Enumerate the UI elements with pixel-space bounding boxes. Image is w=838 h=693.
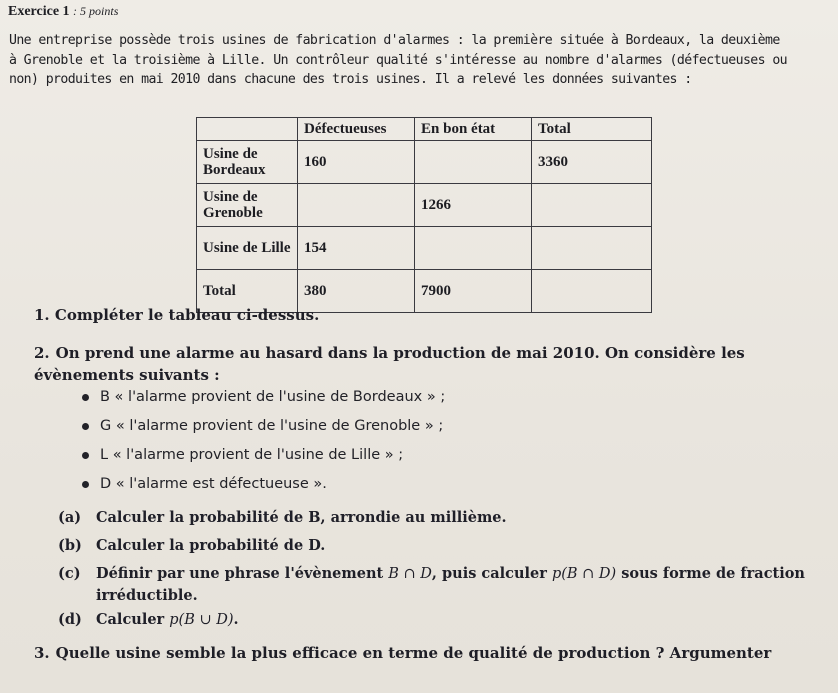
- list-item: [82, 445, 445, 474]
- cell-total: [532, 184, 652, 227]
- events-list: [82, 387, 445, 503]
- math-expression: B ∩ D: [388, 566, 432, 582]
- table-header-defectueuses: Défectueuses: [298, 118, 415, 141]
- list-item: [82, 474, 445, 503]
- exercise-points: : 5 points: [73, 4, 119, 18]
- table-header-total: Total: [532, 118, 652, 141]
- sub-question-a: [58, 509, 507, 526]
- sub-question-text: Calculer la probabilité de B, arrondie au millième.: [96, 509, 507, 526]
- sub-question-text: Calculer la probabilité de D.: [96, 537, 326, 554]
- row-label: Usine de Grenoble: [197, 184, 298, 227]
- event-text: G « l'alarme provient de l'usine de Grenoble » ;: [100, 418, 444, 434]
- cell-defectueuses: 380: [298, 270, 415, 313]
- table-row: [197, 141, 652, 184]
- event-text: B « l'alarme provient de l'usine de Bordeaux » ;: [100, 389, 446, 405]
- data-table: [196, 117, 652, 313]
- intro-line: à Grenoble et la troisième à Lille. Un contrôleur qualité s'intéresse au nombre d'alarmes (défectueuses ou: [9, 52, 787, 68]
- exercise-title: [8, 4, 118, 20]
- sub-question-text: , puis calculer: [431, 565, 552, 582]
- sub-question-tag: (c): [58, 565, 81, 582]
- event-text: L « l'alarme provient de l'usine de Lille » ;: [100, 447, 404, 463]
- table-row: [197, 184, 652, 227]
- intro-line: Une entreprise possède trois usines de fabrication d'alarmes : la première située à Bordeaux, la deuxième: [9, 33, 780, 48]
- cell-bon-etat: [415, 141, 532, 184]
- cell-total: [532, 270, 652, 313]
- cell-bon-etat: 7900: [415, 270, 532, 313]
- list-item: [82, 416, 445, 445]
- table-header-row: [197, 118, 652, 141]
- event-text: D « l'alarme est défectueuse ».: [100, 476, 327, 492]
- question-1: [34, 306, 319, 324]
- math-expression: p(B ∪ D): [169, 612, 234, 628]
- row-label: Total: [197, 270, 298, 313]
- sub-question-tag: (d): [58, 611, 82, 628]
- cell-defectueuses: 154: [298, 227, 415, 270]
- sub-question-tag: (b): [58, 537, 82, 554]
- sub-question-text: irréductible.: [96, 587, 198, 604]
- table-header-bon-etat: En bon état: [415, 118, 532, 141]
- exercise-title-text: Exercice 1: [8, 4, 70, 19]
- question-text: Compléter le tableau ci-dessus.: [54, 306, 320, 324]
- table-row: [197, 227, 652, 270]
- list-item: [82, 387, 445, 416]
- sub-question-d: [58, 611, 239, 628]
- row-label: Usine de Lille: [197, 227, 298, 270]
- cell-total: 3360: [532, 141, 652, 184]
- math-expression: p(B ∩ D): [551, 566, 617, 582]
- sub-question-tag: (a): [58, 509, 82, 526]
- bullet-icon: [82, 423, 89, 430]
- bullet-icon: [82, 394, 89, 401]
- cell-bon-etat: 1266: [415, 184, 532, 227]
- row-label: Usine de Bordeaux: [197, 141, 298, 184]
- question-number: 3.: [34, 644, 50, 662]
- table-header-empty: [197, 118, 298, 141]
- cell-defectueuses: 160: [298, 141, 415, 184]
- question-text: Quelle usine semble la plus efficace en terme de qualité de production ? Argumenter: [55, 644, 772, 662]
- bullet-icon: [82, 481, 89, 488]
- intro-line: non) produites en mai 2010 dans chacune des trois usines. Il a relevé les données suivantes :: [9, 72, 692, 87]
- sub-question-c: [58, 563, 828, 606]
- intro-paragraph: [9, 31, 827, 90]
- sub-question-b: [58, 537, 325, 554]
- bullet-icon: [82, 452, 89, 459]
- sub-question-text: sous forme de fraction: [616, 565, 805, 582]
- cell-defectueuses: [298, 184, 415, 227]
- question-number: 2.: [34, 344, 50, 362]
- cell-total: [532, 227, 652, 270]
- sub-question-text: Définir par une phrase l'évènement: [96, 565, 389, 582]
- question-number: 1.: [34, 306, 50, 324]
- sub-question-text: Calculer: [96, 611, 170, 628]
- question-2: [34, 342, 824, 386]
- sub-question-text: .: [233, 611, 239, 628]
- question-text: On prend une alarme au hasard dans la production de mai 2010. On considère les évènements suivants :: [34, 344, 745, 384]
- cell-bon-etat: [415, 227, 532, 270]
- question-3: [34, 644, 771, 662]
